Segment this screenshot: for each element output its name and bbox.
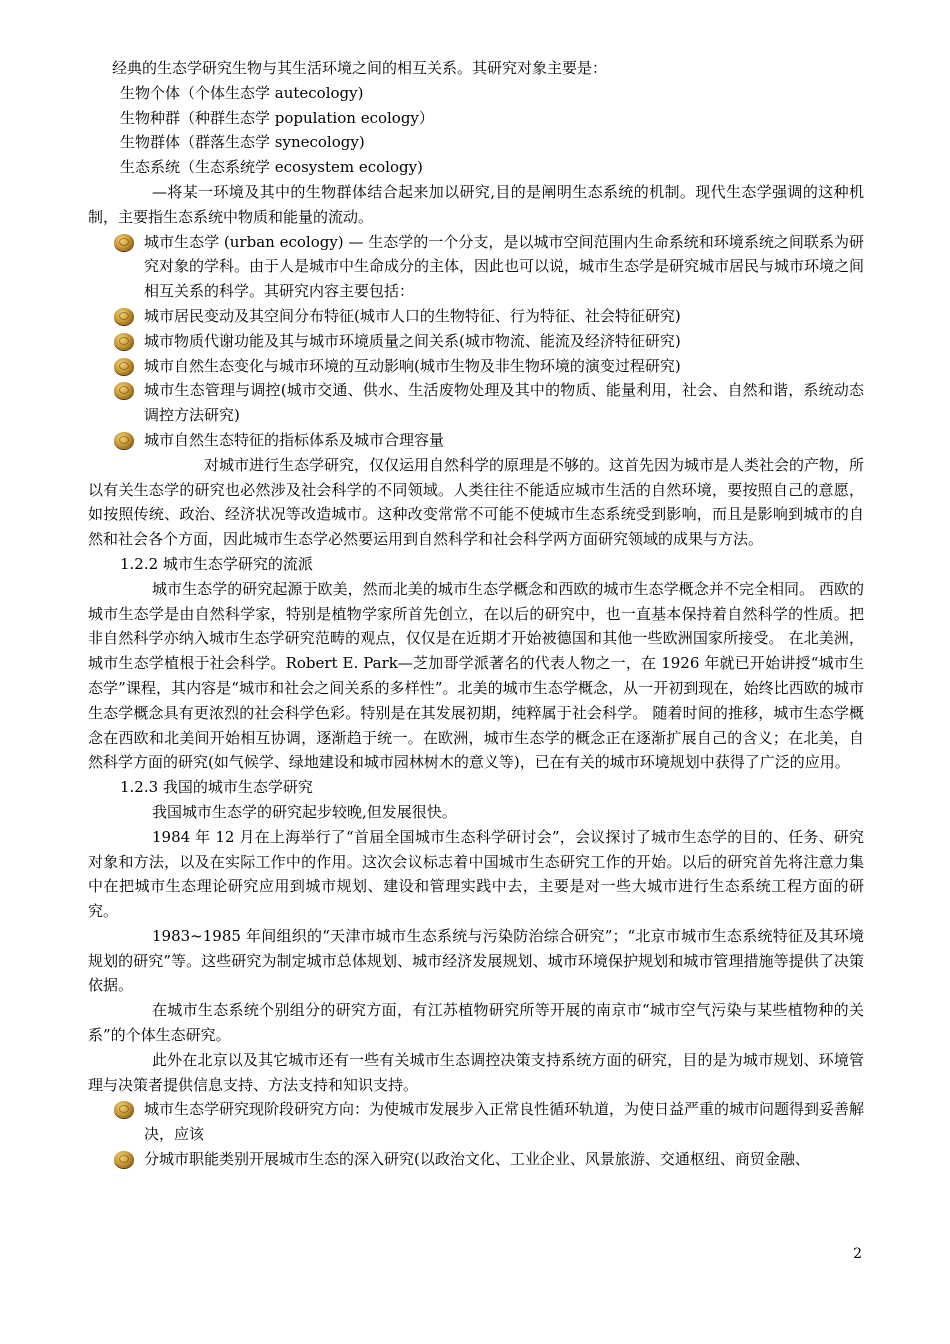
- research-object-2: 生物种群（种群生态学 population ecology）: [120, 108, 434, 127]
- bullet-text: 城市自然生态变化与城市环境的互动影响(城市生物及非生物环境的演变过程研究): [144, 356, 681, 375]
- bullet-text: 城市自然生态特征的指标体系及城市合理容量: [144, 430, 445, 449]
- bullet-item: [88, 329, 864, 354]
- coin-bullet-icon: [114, 1151, 134, 1168]
- bullet-text: 分城市职能类别开展城市生态的深入研究(以政治文化、工业企业、风景旅游、交通枢纽、商贸金融、: [144, 1150, 810, 1169]
- section-heading-1-2-2: 1.2.2 城市生态学研究的流派: [120, 554, 313, 573]
- coin-bullet-icon: [114, 1101, 134, 1118]
- bullet-item: [88, 304, 864, 329]
- coin-bullet-icon: [114, 358, 134, 375]
- bullet-item: [88, 1097, 864, 1147]
- coin-bullet-icon: [114, 382, 134, 399]
- bullet-text: 城市生态学研究现阶段研究方向：为使城市发展步入正常良性循环轨道，为使日益严重的城市问题得到妥善解决，应该: [144, 1100, 865, 1144]
- tianjin-beijing-paragraph: 1983~1985 年间组织的“天津市城市生态系统与污染防治综合研究”；“北京市城市生态系统特征及其环境规划的研究”等。这些研究为制定城市总体规划、城市经济发展规划、城市环境保护规划和城市管理措施等提供了决策依据。: [88, 926, 864, 995]
- document-body: [88, 56, 864, 1172]
- bullet-text: 城市生态管理与调控(城市交通、供水、生活废物处理及其中的物质、能量利用，社会、自然和谐，系统动态调控方法研究): [144, 381, 864, 425]
- coin-bullet-icon: [114, 234, 134, 251]
- research-object-4: 生态系统（生态系统学 ecosystem ecology): [120, 158, 423, 177]
- research-object-3: 生物群体（群落生态学 synecology): [120, 133, 365, 152]
- ecosystem-paragraph: —将某一环境及其中的生物群体结合起来加以研究,目的是阐明生态系统的机制。现代生态学强调的这种机制，主要指生态系统中物质和能量的流动。: [88, 182, 864, 226]
- schools-paragraph: 城市生态学的研究起源于欧美，然而北美的城市生态学概念和西欧的城市生态学概念并不完全相同。 西欧的城市生态学是由自然科学家，特别是植物学家所首先创立，在以后的研究中，也一直基本保持着自然科学的性质。把非自然科学亦纳入城市生态学研究范畴的观点，仅仅是在近期才开始被德国和其他一些欧洲国家所接受。 在北美洲，城市生态学植根于社会科学。Robert E. Park—芝加哥学派著名的代表人物之一，在 1926 年就已开始讲授“城市生态学”课程，其内容是“城市和社会之间关系的多样性”。北美的城市生态学概念，从一开初到现在，始终比西欧的城市生态学概念具有更浓烈的社会科学色彩。特别是在其发展初期，纯粹属于社会科学。 随着时间的推移，城市生态学概念在西欧和北美间开始相互协调，逐渐趋于统一。在欧洲，城市生态学的概念正在逐渐扩展自己的含义；在北美，自然科学方面的研究(如气候学、绿地建设和城市园林树木的意义等)，已在有关的城市环境规划中获得了广泛的应用。: [88, 579, 864, 772]
- coin-bullet-icon: [114, 432, 134, 449]
- china-intro-paragraph: 我国城市生态学的研究起步较晚,但发展很快。: [152, 802, 457, 821]
- bullet-text: 城市居民变动及其空间分布特征(城市人口的生物特征、行为特征、社会特征研究): [144, 306, 681, 325]
- conference-paragraph: 1984 年 12 月在上海举行了“首届全国城市生态科学研讨会”，会议探讨了城市生态学的目的、任务、研究对象和方法，以及在实际工作中的作用。这次会议标志着中国城市生态研究工作的开始。以后的研究首先将注意力集中在把城市生态理论研究应用到城市规划、建设和管理实践中去，主要是对一些大城市进行生态系统工程方面的研究。: [88, 827, 864, 921]
- research-object-1: 生物个体（个体生态学 autecology): [120, 83, 364, 102]
- bullet-text: 城市生态学 (urban ecology) — 生态学的一个分支，是以城市空间范围内生命系统和环境系统之间联系为研究对象的学科。由于人是城市中生命成分的主体，因此也可以说，城市生态学是研究城市居民与城市环境之间相互关系的科学。其研究内容主要包括：: [144, 232, 865, 301]
- social-science-paragraph: 对城市进行生态学研究，仅仅运用自然科学的原理是不够的。这首先因为城市是人类社会的产物，所以有关生态学的研究也必然涉及社会科学的不同领域。人类往往不能适应城市生活的自然环境，要按照自己的意愿，如按照传统、政治、经济状况等改造城市。这种改变常常不可能不使城市生态系统受到影响，而且是影响到城市的自然和社会各个方面，因此城市生态学必然要运用到自然科学和社会科学两方面研究领域的成果与方法。: [88, 455, 865, 549]
- bullet-item: [88, 428, 864, 453]
- decision-support-paragraph: 此外在北京以及其它城市还有一些有关城市生态调控决策支持系统方面的研究，目的是为城市规划、环境管理与决策者提供信息支持、方法支持和知识支持。: [88, 1050, 864, 1094]
- bullet-item: [88, 378, 864, 428]
- bullet-item: [88, 1147, 864, 1172]
- bullet-item: [88, 230, 864, 304]
- section-heading-1-2-3: 1.2.3 我国的城市生态学研究: [120, 778, 313, 797]
- bullet-item: [88, 354, 864, 379]
- coin-bullet-icon: [114, 308, 134, 325]
- intro-paragraph: 经典的生态学研究生物与其生活环境之间的相互关系。其研究对象主要是：: [112, 59, 608, 77]
- coin-bullet-icon: [114, 333, 134, 350]
- bullet-text: 城市物质代谢功能及其与城市环境质量之间关系(城市物流、能流及经济特征研究): [144, 331, 681, 350]
- nanjing-paragraph: 在城市生态系统个别组分的研究方面，有江苏植物研究所等开展的南京市“城市空气污染与某些植物种的关系”的个体生态研究。: [88, 1001, 864, 1045]
- page-number: 2: [853, 1246, 862, 1262]
